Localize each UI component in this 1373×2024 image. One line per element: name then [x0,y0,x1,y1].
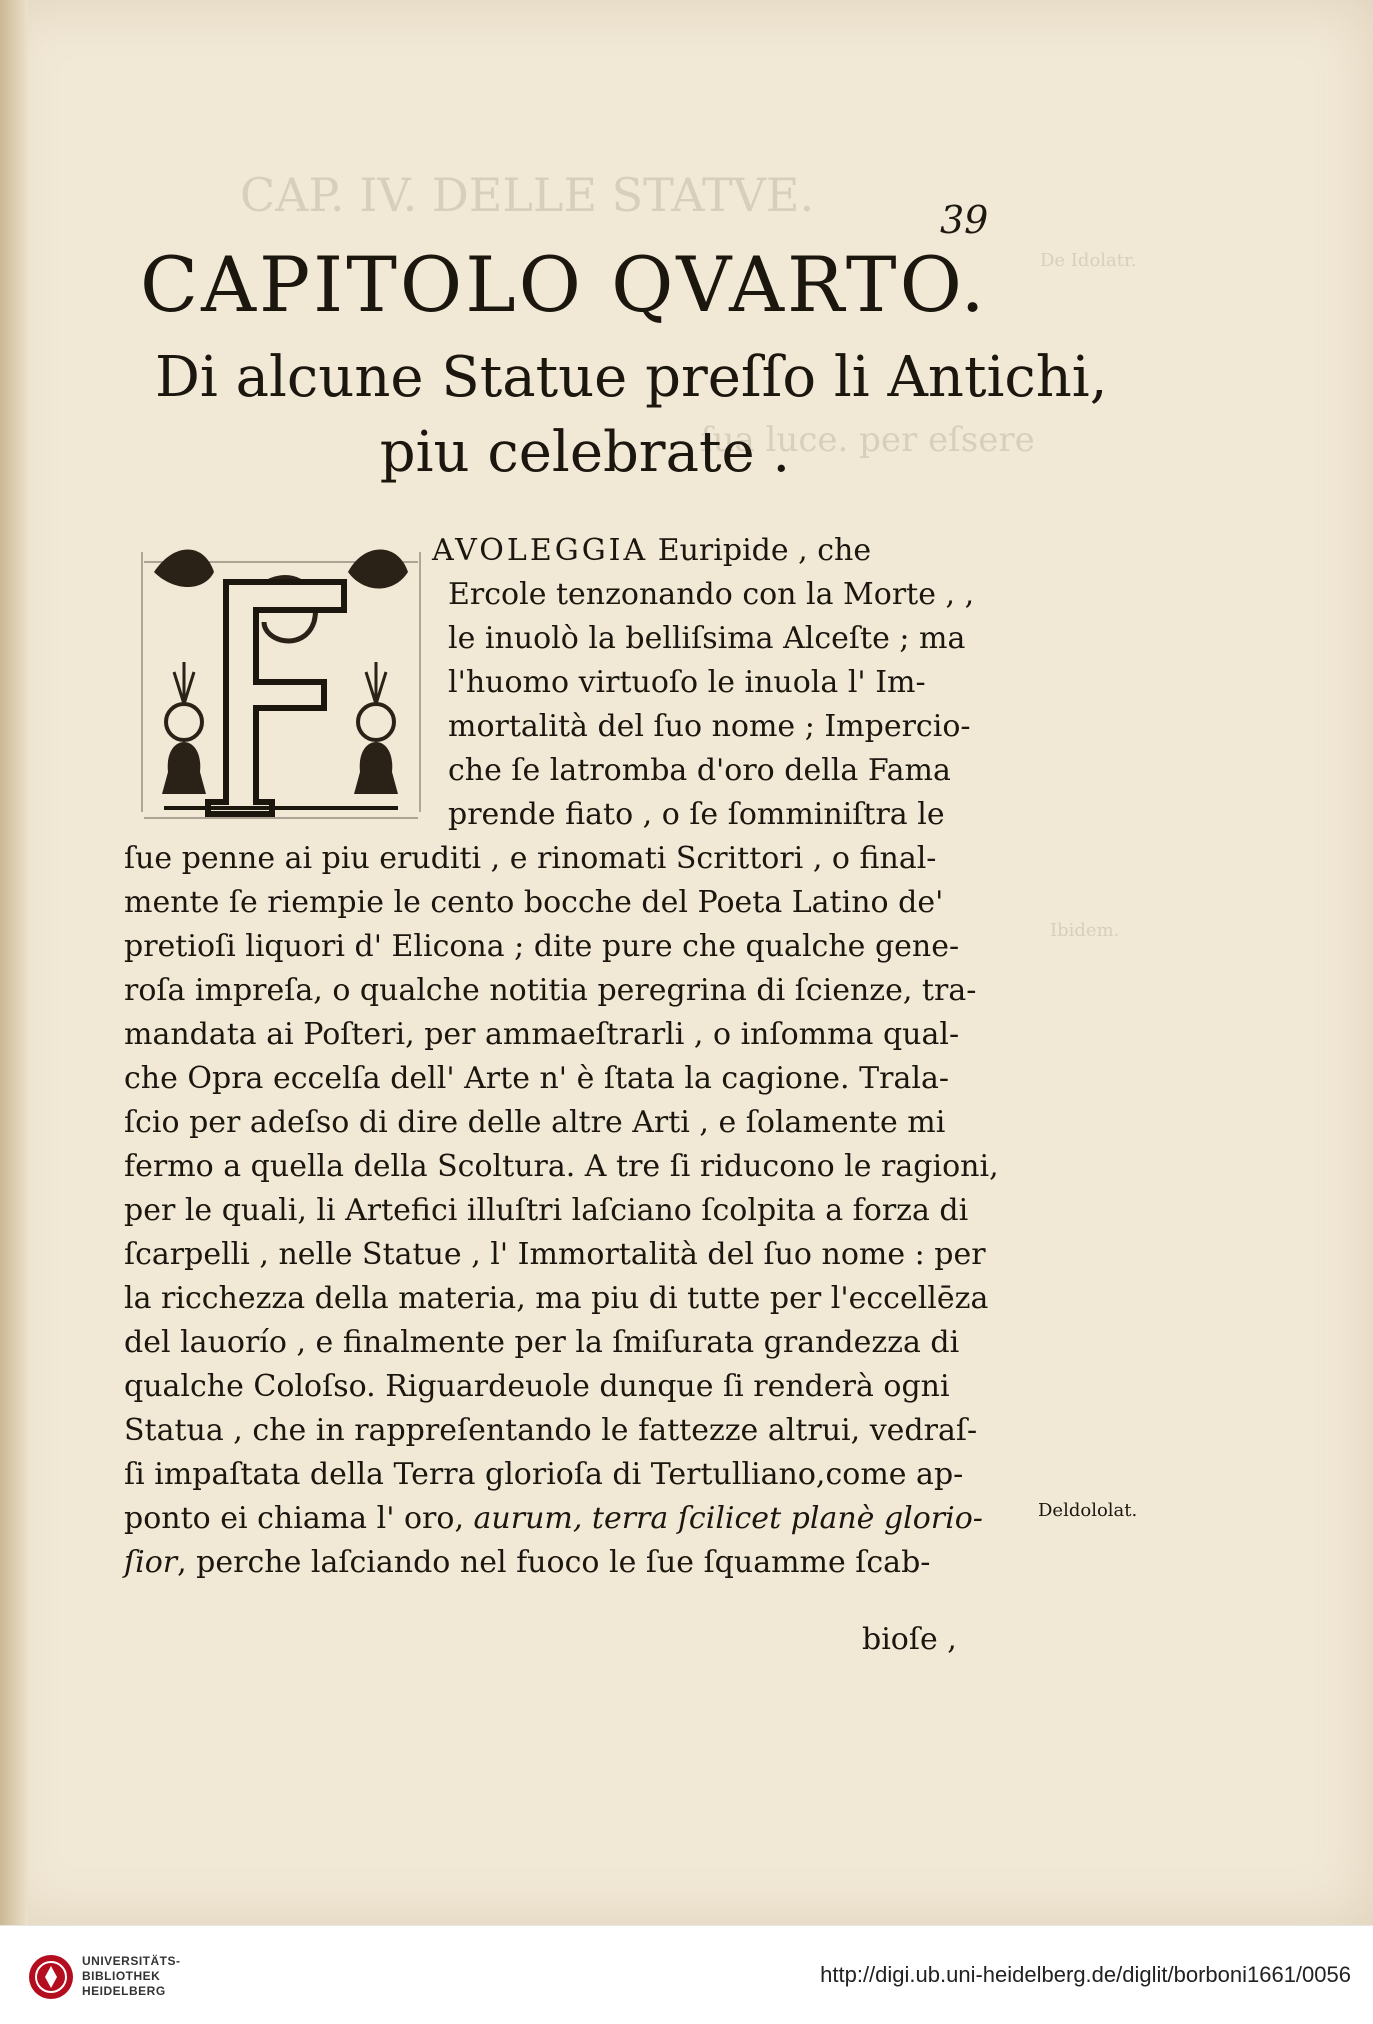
university-seal-icon [26,1952,76,2002]
decorated-initial-f-icon [134,532,428,828]
margin-note: Deldololat. [1038,1500,1138,1521]
library-name [82,1954,181,1999]
body-line-4: l'huomo virtuoſo le inuola l' Im- [448,665,926,700]
initial-word: AVOLEGGIA [432,533,649,568]
body-line-5: mortalità del ſuo nome ; Impercio- [448,709,971,744]
body-line-17: ſcarpelli , nelle Statue , l' Immortalità del ſuo nome : per [124,1237,986,1272]
body-line-14: ſcio per adeſso di dire delle altre Arti , e ſolamente mi [124,1105,946,1140]
body-line-1 [432,533,871,568]
body-line-12: mandata ai Poſteri, per ammaeſtrarli , o inſomma qual- [124,1017,960,1052]
latin-quotation: ſior [124,1545,178,1580]
body-line-text: , perche laſciando nel fuoco le ſue ſquamme ſcab- [177,1545,931,1580]
body-line-11: roſa impreſa, o qualche notitia peregrina di ſcienze, tra- [124,973,977,1008]
body-line-15: fermo a quella della Scoltura. A tre ſi riducono le ragioni, [124,1149,999,1184]
catchword: bioſe , [862,1622,957,1657]
body-line-10: pretioſi liquori d' Elicona ; dite pure che qualche gene- [124,929,960,964]
body-line-23 [124,1501,983,1536]
body-line-text: Euripide , che [648,533,872,568]
permalink-url[interactable]: http://digi.ub.uni-heidelberg.de/diglit/borboni1661/0056 [820,1962,1351,1987]
bleed-through-text: ſua luce. per eſsere [700,420,1035,460]
body-line-19: del lauorío , e finalmente per la ſmiſurata grandezza di [124,1325,960,1360]
chapter-subtitle-line-1: Di alcune Statue preſſo li Antichi, [155,345,1108,410]
body-line-6: che ſe latromba d'oro della Fama [448,753,951,788]
viewer-footer [0,1925,1373,2024]
latin-quotation: aurum, terra ſcilicet planè glorio- [473,1501,983,1536]
body-line-8: ſue penne ai piu eruditi , e rinomati Scrittori , o final- [124,841,937,876]
body-line-text: ponto ei chiama l' oro, [124,1501,474,1536]
chapter-title: CAPITOLO QVARTO. [140,240,988,329]
body-line-20: qualche Coloſso. Riguardeuole dunque ſi renderà ogni [124,1369,950,1404]
body-line-13: che Opra eccelſa dell' Arte n' è ſtata la cagione. Trala- [124,1061,949,1096]
body-line-22: ſi impaſtata della Terra glorioſa di Tertulliano,come ap- [124,1457,964,1492]
library-name-line-2: BIBLIOTHEK [82,1969,161,1983]
body-line-7: prende fiato , o ſe ſomminiſtra le [448,797,945,832]
page-number: 39 [940,198,989,242]
chapter-subtitle-line-2: piu celebrate . [379,420,791,485]
bleed-through-text: De Idolatr. [1040,250,1137,271]
body-line-3: le inuolò la belliſsima Alceſte ; ma [448,621,966,656]
body-line-9: mente ſe riempie le cento bocche del Poeta Latino de' [124,885,944,920]
body-line-24 [124,1545,930,1580]
body-line-16: per le quali, li Artefici illuſtri laſciano ſcolpita a forza di [124,1193,969,1228]
bleed-through-text: CAP. IV. DELLE STATVE. [240,168,815,222]
body-line-18: la ricchezza della materia, ma piu di tutte per l'eccellēza [124,1281,989,1316]
body-line-21: Statua , che in rappreſentando le fattezze altrui, vedraſ- [124,1413,978,1448]
body-line-2: Ercole tenzonando con la Morte , , [448,577,975,612]
library-name-line-1: UNIVERSITÄTS- [82,1954,181,1968]
bleed-through-text: Ibidem. [1050,920,1120,941]
page-gutter [0,0,28,1925]
library-name-line-3: HEIDELBERG [82,1984,166,1998]
